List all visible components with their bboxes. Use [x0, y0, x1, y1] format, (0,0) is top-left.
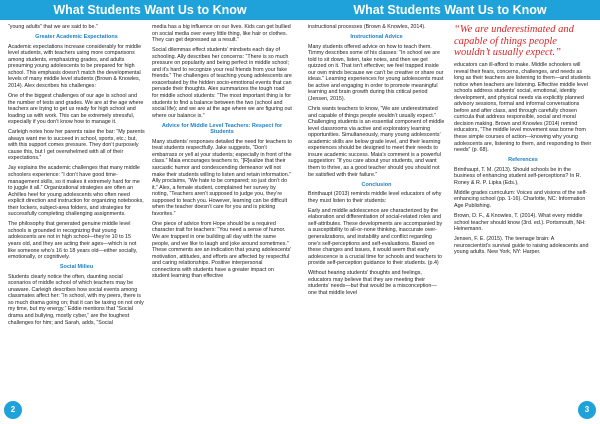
paragraph: Jay explains the academic challenges that many middle schoolers experience: “I don’t have good time-management skills, so it makes it extremely hard for me to juggle it all.” Organizational strategies are often an Achilles heel for young adolescents who often need explicit direction and instruction for organizing notebooks, their lockers, subject-area folders, and strategies for successfully completing challenging assignments. — [8, 165, 144, 218]
section-heading-conclusion: Conclusion — [361, 181, 392, 188]
right-column-1 — [308, 24, 445, 420]
left-header-title: What Students Want Us to Know — [0, 0, 300, 20]
paragraph: Students clearly notice the often, daunting social scenarios of middle school of which teachers may be unaware. Carleigh describes how social events among classmates affect her: “In school, with my peers, there is so much drama going on; that it can be taxing on not only my time, but my energy.” Eddie mentions that “Social drama and bullying, mostly cyber,” are the toughest challenges for him; and Sarah, adds, “Social — [8, 273, 144, 326]
paragraph: Academic expectations increase considerably for middle level students, with teachers using more comparisons among students, emphasizing grades, and adults presuming young adolescents to be prepared for high school. This emphasis doesn’t match the developmental levels of many middle level students (Brown & Knowles, 2014). Alex describes his challenges: — [8, 43, 142, 89]
left-column-2 — [152, 24, 292, 420]
section-heading-academic-expectations: Greater Academic Expectations — [35, 34, 118, 41]
section-heading-advice: Advice for Middle Level Teachers: Respect for Students — [161, 122, 283, 136]
paragraph: Without hearing students’ thoughts and feelings, educators may believe that they are meeting their students’ needs—but that would be a misconception—one that middle level — [308, 270, 437, 296]
paragraph: Many students’ responses detailed the need for teachers to treat students respectfully. Jake suggests, “Don’t embarrass or yell at your students; especially in front of the class.” Maia encourages teachers to, “[R]ealize that their sarcastic humor and condescending demeanor will not make their students willing to listen and retain information.” Ally proclaims, “We hate to be compared; so just don’t do it.” Alex, a female student, complained her survey by noting, “Teachers aren’t supposed to judge you, they’re supposed to teach you. However, learning can be difficult when the teacher doesn’t care for you and is picking favorites.” — [152, 138, 292, 217]
paragraph: Early and middle adolescence are characterized by the elaboration and differentiation of social-related roles and self-attributes. These developments are accompanied by a susceptibility to all-or-none thinking, inaccurate over-generalizations, and instability and conflict regarding one’s self-perceptions and self-evaluations. Based on these changes and issues, it would seem that early adolescence is a crucial time for schools and teachers to provide self-perception guidance to their students. (p.4) — [308, 207, 443, 267]
paragraph: “young adults” that we are said to be.” — [8, 24, 98, 30]
right-header-title: What Students Want Us to Know — [300, 0, 600, 20]
paragraph: Carleigh notes how her parents raise the bar: “My parents always want me to succeed in school, sports, etc.; but, with this support comes pressure. They don’t purposely cause this, but I get overwhelmed with all of their expectations.” — [8, 129, 145, 162]
section-heading-social-milieu: Social Milieu — [59, 264, 94, 271]
paragraph: Social dilemmas effect students’ mindsets each day of schooling. Ally describes her concerns: “There is so much pressure on popularity and being perfect in middle school; and it’s hard to recognize your real friends from your fake friends.” The challenges of teaching young adolescents are exacerbated by the hidden socio-emotional events that can pervade their thoughts. Alex summarizes the tough road for middle school students: “The most important thing is for students to find a balance between the two (school and social life); and we are at the age where we are figuring out where our balance is.” — [152, 47, 292, 119]
pull-quote: “We are underestimated and capable of things people wouldn’t usually expect.” — [454, 24, 574, 58]
references-heading: References — [508, 157, 538, 164]
paragraph: educators can ill-afford to make. Middle schoolers will reveal their fears, concerns, challenges, and needs as long as their teachers are listening to them—and students notice when teachers are listening. Effective middle level schools address students’ social, emotional, identity development, and physical needs via explicitly planned advisory sessions, formal and informal conversations before and after class, and through carefully chosen curricula that address responsible, social and moral decision making. Brown and Knowles (2014) remind educators, “The middle level movement was borne from these simple courses of action—knowing why young adolescents are, listening to them, and responding to their needs” (p. 68). — [454, 62, 592, 154]
page-number-left: 2 — [4, 401, 22, 419]
paragraph: Brinthaupt (2013) reminds middle level educators of why they must listen to their students: — [308, 191, 442, 204]
paragraph: One piece of advice from Hope should be a required character trait for teachers: “You need a sense of humor. We are trapped in one building all day with the same people, and we like to laugh and joke around sometimes.” These comments are an indication that young adolescents’ motivation, attitudes, and efforts are affected by respectful and caring relationships. Positive interpersonal connections with students have a greater impact on student learning than effective — [152, 220, 292, 280]
reference-item: Jensen, F. E. (2015). The teenage brain: A neuroscientist’s survival guide to raising adolescents and young adults. New York, NY: Harper. — [454, 236, 589, 256]
reference-item: Middle grades curriculum: Voices and visions of the self-enhancing school (pp. 1-16). Charlotte, NC: Information Age Publishing. — [454, 189, 588, 209]
paragraph: Many students offered advice on how to teach them. Timmy describes some of his classes: “In school we are told to sit down, listen, take notes, and then we get quizzed on it. That isn’t effective; we feel trapped inside our own minds because we can’t be creative or share our ideas.” Learning experiences for young adolescents must be active and engaging in order to promote meaningful learning and brain growth during this critical period (Jensen, 2015). — [308, 43, 444, 103]
paragraph: The philosophy that generated genuine middle level schools is grounded in recognizing that young adolescents are not in high school—they’re 10 to 15 years old, and they are acting their ages—which is not like someone who’s 16 to 18 years old—either socially, emotionally, or cognitively. — [8, 221, 138, 261]
reference-item: Brinthaupt, T. M. (2013). Should schools be in the business of enhancing student self-perceptions? In R. Roney & R. P. Lipka (Eds.), — [454, 166, 582, 186]
paragraph: One of the biggest challenges of our age is school and the number of tests and grades. We are at the age where teachers are trying to get us ready for high school and loading us with work. This can be extremely stressful, especially if you don’t know how to manage it. — [8, 92, 144, 126]
right-page — [300, 0, 600, 424]
section-heading-instructional-advice: Instructional Advice — [350, 34, 403, 41]
page-number-right: 3 — [578, 401, 596, 419]
paragraph: instructional processes (Brown & Knowles, 2014). — [308, 24, 426, 30]
left-column-1 — [8, 24, 145, 420]
right-column-2 — [454, 24, 592, 420]
paragraph: Chris wants teachers to know, “We are underestimated and capable of things people wouldn’t usually expect.” Challenging students is an essential component of middle level classrooms via active and exploratory learning opportunities. Simultaneously, many young adolescents’ academic skills are below grade level, and their learning experiences should be designed to meet their needs to insure academic success. Maia’s comment is a powerful suggestion: “If you care about your students, and want them to thrive, as a good teacher should you should not be satisfied with their failure.” — [308, 106, 445, 178]
paragraph: media has a big influence on our lives. Kids can get bullied on social media over every little thing, like hair or clothes. They can get depressed as a result.” — [152, 24, 291, 44]
reference-item: Brown, D. F., & Knowles, T. (2014). What every middle school teacher should know (3rd. ed.). Portsmouth, NH: Heinemann. — [454, 213, 586, 233]
